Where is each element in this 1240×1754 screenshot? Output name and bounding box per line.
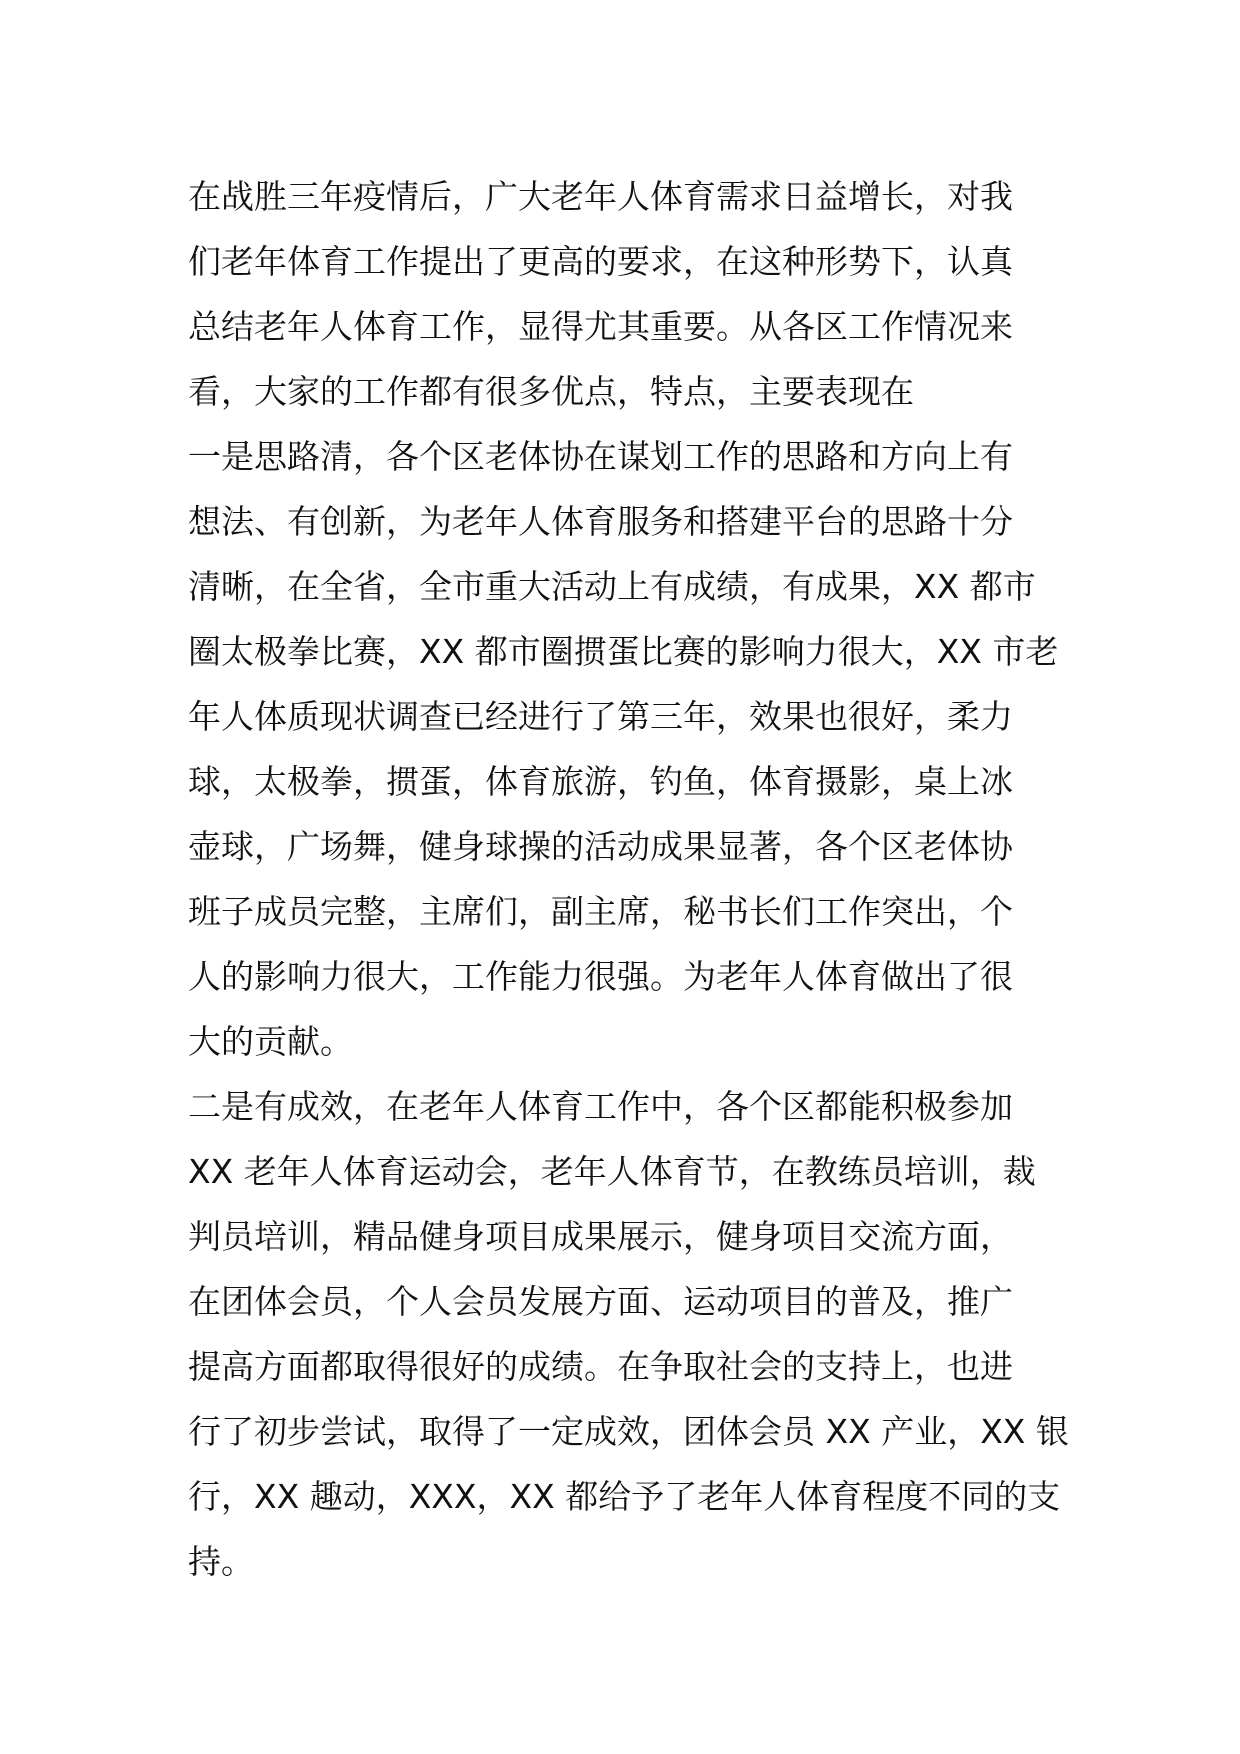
text-line: 总结老年人体育工作，显得尤其重要。从各区工作情况来 [188,307,1013,346]
text-line: 判员培训，精品健身项目成果展示，健身项目交流方面， [188,1217,1013,1256]
text-line: 年人体质现状调查已经进行了第三年，效果也很好，柔力 [188,697,1013,736]
text-line: 提高方面都取得很好的成绩。在争取社会的支持上，也进 [188,1347,1013,1386]
text-line: 行，XX 趣动，XXX，XX 都给予了老年人体育程度不同的支 [188,1477,1061,1516]
text-line: 球，太极拳，掼蛋，体育旅游，钓鱼，体育摄影，桌上冰 [188,762,1013,801]
text-line: 大的贡献。 [188,1022,353,1061]
text-line: 壶球，广场舞，健身球操的活动成果显著，各个区老体协 [188,827,1013,866]
text-line: 持。 [188,1542,254,1581]
text-line: 想法、有创新，为老年人体育服务和搭建平台的思路十分 [188,502,1013,541]
document-body [188,164,1068,1594]
text-line: 清晰，在全省，全市重大活动上有成绩，有成果，XX 都市 [188,567,1036,606]
text-line: XX 老年人体育运动会，老年人体育节，在教练员培训，裁 [188,1152,1036,1191]
text-line: 看，大家的工作都有很多优点，特点，主要表现在 [188,372,914,411]
text-line: 们老年体育工作提出了更高的要求，在这种形势下，认真 [188,242,1013,281]
text-line: 人的影响力很大，工作能力很强。为老年人体育做出了很 [188,957,1013,996]
text-line: 一是思路清，各个区老体协在谋划工作的思路和方向上有 [188,437,1013,476]
text-line: 在战胜三年疫情后，广大老年人体育需求日益增长，对我 [188,177,1013,216]
text-line: 班子成员完整，主席们，副主席，秘书长们工作突出，个 [188,892,1013,931]
text-line: 二是有成效，在老年人体育工作中，各个区都能积极参加 [188,1087,1013,1126]
text-line: 圈太极拳比赛，XX 都市圈掼蛋比赛的影响力很大，XX 市老 [188,632,1059,671]
text-line: 行了初步尝试，取得了一定成效，团体会员 XX 产业，XX 银 [188,1412,1069,1451]
text-line: 在团体会员，个人会员发展方面、运动项目的普及，推广 [188,1282,1013,1321]
